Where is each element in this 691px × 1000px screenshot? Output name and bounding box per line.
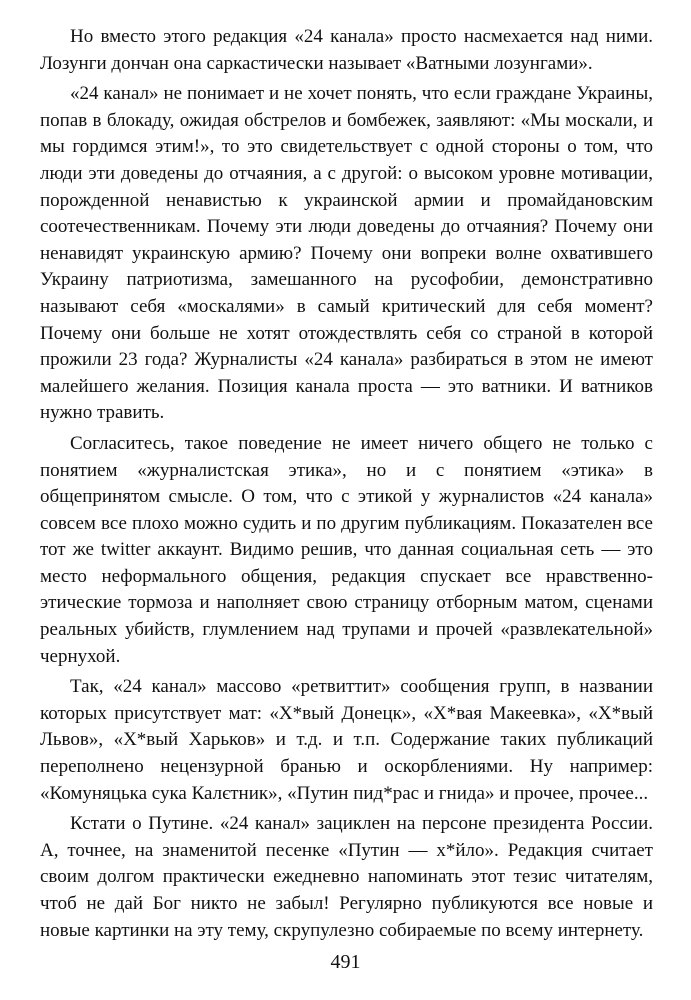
paragraph-1: Но вместо этого редакция «24 канала» просто насмехается над ними. Лозунги дончан она саркастически называет «Ватными лозунгами».	[40, 26, 653, 74]
page-number: 491	[330, 951, 361, 973]
paragraph-2: «24 канал» не понимает и не хочет понять, что если граждане Украины, попав в блокаду, ожидая обстрелов и бомбежек, заявляют: «Мы москали, и мы гордимся этим!», то это свидетельствует с одной стороны о том, что люди эти доведены до отчаяния, а с другой: о высоком уровне мотивации, порожденной ненавистью к украинской армии и промайдановским соотечественникам. Почему эти люди доведены до отчаяния? Почему они ненавидят украинскую армию? Почему они вопреки волне охватившего Украину патриотизма, замешанного на русофобии, демонстративно называют себя «москалями» в самый критический для себя момент? Почему они больше не хотят отождествлять себя со страной в которой прожили 23 года? Журналисты «24 канала» разбираться в этом не имеют малейшего желания. Позиция канала проста — это ватники. И ватников нужно травить.	[40, 83, 653, 424]
paragraph-3: Согласитесь, такое поведение не имеет ничего общего не только с понятием «журналистская этика», но и с понятием «этика» в общепринятом смысле. О том, что с этикой у журналистов «24 канала» совсем все плохо можно судить и по другим публикациям. Показателен все тот же twitter аккаунт. Видимо решив, что данная социальная сеть — это место неформального общения, редакция спускает все нравственно-этические тормоза и наполняет свою страницу отборным матом, сценами реальных убийств, глумлением над трупами и прочей «развлекательной» чернухой.	[40, 432, 653, 667]
paragraph-4: Так, «24 канал» массово «ретвиттит» сообщения групп, в названии которых присутствует мат: «Х*вый Донецк», «Х*вая Макеевка», «Х*вый Львов», «Х*вый Харьков» и т.д. и т.п. Содержание таких публикаций переполнено нецензурной бранью и оскорблениями. Ну например: «Комуняцька сука Калєтник», «Путин пид*рас и гнида» и прочее, прочее...	[40, 676, 653, 804]
paragraph-5: Кстати о Путине. «24 канал» зациклен на персоне президента России. А, точнее, на знаменитой песенке «Путин — х*йло». Редакция считает своим долгом практически ежедневно напоминать этот тезис читателям, чтоб не дай Бог никто не забыл! Регулярно публикуются все новые и новые картинки на эту тему, скрупулезно собираемые по всему интернету.	[40, 813, 653, 941]
